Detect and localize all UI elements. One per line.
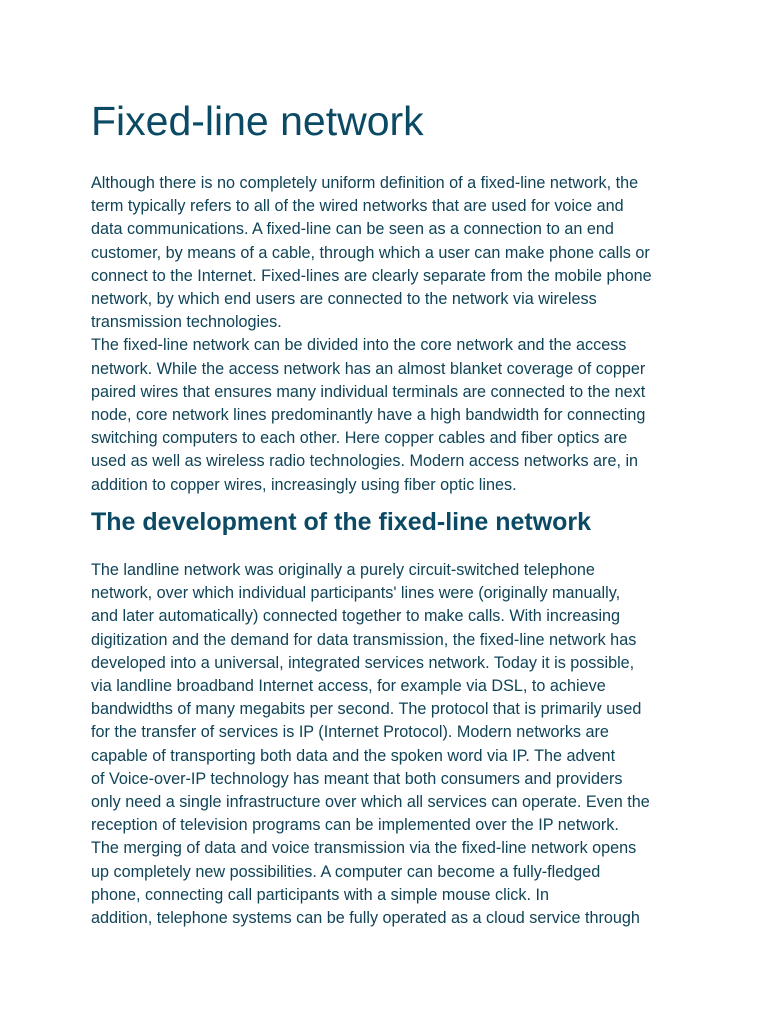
text-line: Although there is no completely uniform definition of a fixed-line network, the bbox=[91, 174, 639, 192]
text-line: only need a single infrastructure over which all services can operate. Even the bbox=[91, 793, 650, 812]
text-line: The merging of data and voice transmission via the fixed-line network opens bbox=[91, 839, 637, 858]
text-line: up completely new possibilities. A computer can become a fully-fledged bbox=[91, 862, 601, 881]
text-line: reception of television programs can be implemented over the IP network. bbox=[91, 816, 619, 835]
text-line: developed into a universal, integrated services network. Today it is possible, bbox=[91, 653, 635, 672]
text-line: switching computers to each other. Here copper cables and fiber optics are bbox=[91, 429, 628, 448]
intro-paragraph bbox=[91, 172, 652, 497]
text-line: paired wires that ensures many individual terminals are connected to the next bbox=[91, 382, 646, 401]
text-line: term typically refers to all of the wired networks that are used for voice and bbox=[91, 197, 624, 216]
text-line: network. While the access network has an almost blanket coverage of copper bbox=[91, 359, 646, 378]
text-line: capable of transporting both data and the spoken word via IP. The advent bbox=[91, 746, 616, 765]
text-line: transmission technologies. bbox=[91, 313, 282, 332]
text-line: addition, telephone systems can be fully operated as a cloud service through bbox=[91, 909, 640, 928]
text-line: of Voice-over-IP technology has meant that both consumers and providers bbox=[91, 769, 623, 788]
text-line: bandwidths of many megabits per second. The protocol that is primarily used bbox=[91, 700, 642, 719]
text-line: via landline broadband Internet access, for example via DSL, to achieve bbox=[91, 677, 606, 696]
text-line: digitization and the demand for data transmission, the fixed-line network has bbox=[91, 630, 637, 649]
text-line: node, core network lines predominantly have a high bandwidth for connecting bbox=[91, 406, 646, 425]
section-heading: The development of the fixed-line network bbox=[91, 508, 592, 536]
text-line: phone, connecting call participants with a simple mouse click. In bbox=[91, 885, 549, 904]
text-line: network, over which individual participants' lines were (originally manually, bbox=[91, 584, 621, 603]
text-line: for the transfer of services is IP (Internet Protocol). Modern networks are bbox=[91, 723, 609, 742]
text-line: The fixed-line network can be divided into the core network and the access bbox=[91, 336, 627, 355]
text-line: and later automatically) connected together to make calls. With increasing bbox=[91, 607, 621, 626]
text-line: network, by which end users are connected to the network via wireless bbox=[91, 290, 597, 309]
text-line: connect to the Internet. Fixed-lines are clearly separate from the mobile phone bbox=[91, 266, 652, 285]
text-line: addition to copper wires, increasingly using fiber optic lines. bbox=[91, 475, 517, 494]
development-paragraph bbox=[91, 559, 650, 930]
page-title: Fixed-line network bbox=[91, 98, 424, 144]
text-line: The landline network was originally a purely circuit-switched telephone bbox=[91, 561, 595, 579]
text-line: data communications. A fixed-line can be seen as a connection to an end bbox=[91, 220, 614, 239]
text-line: used as well as wireless radio technologies. Modern access networks are, in bbox=[91, 452, 639, 471]
text-line: customer, by means of a cable, through which a user can make phone calls or bbox=[91, 243, 650, 262]
